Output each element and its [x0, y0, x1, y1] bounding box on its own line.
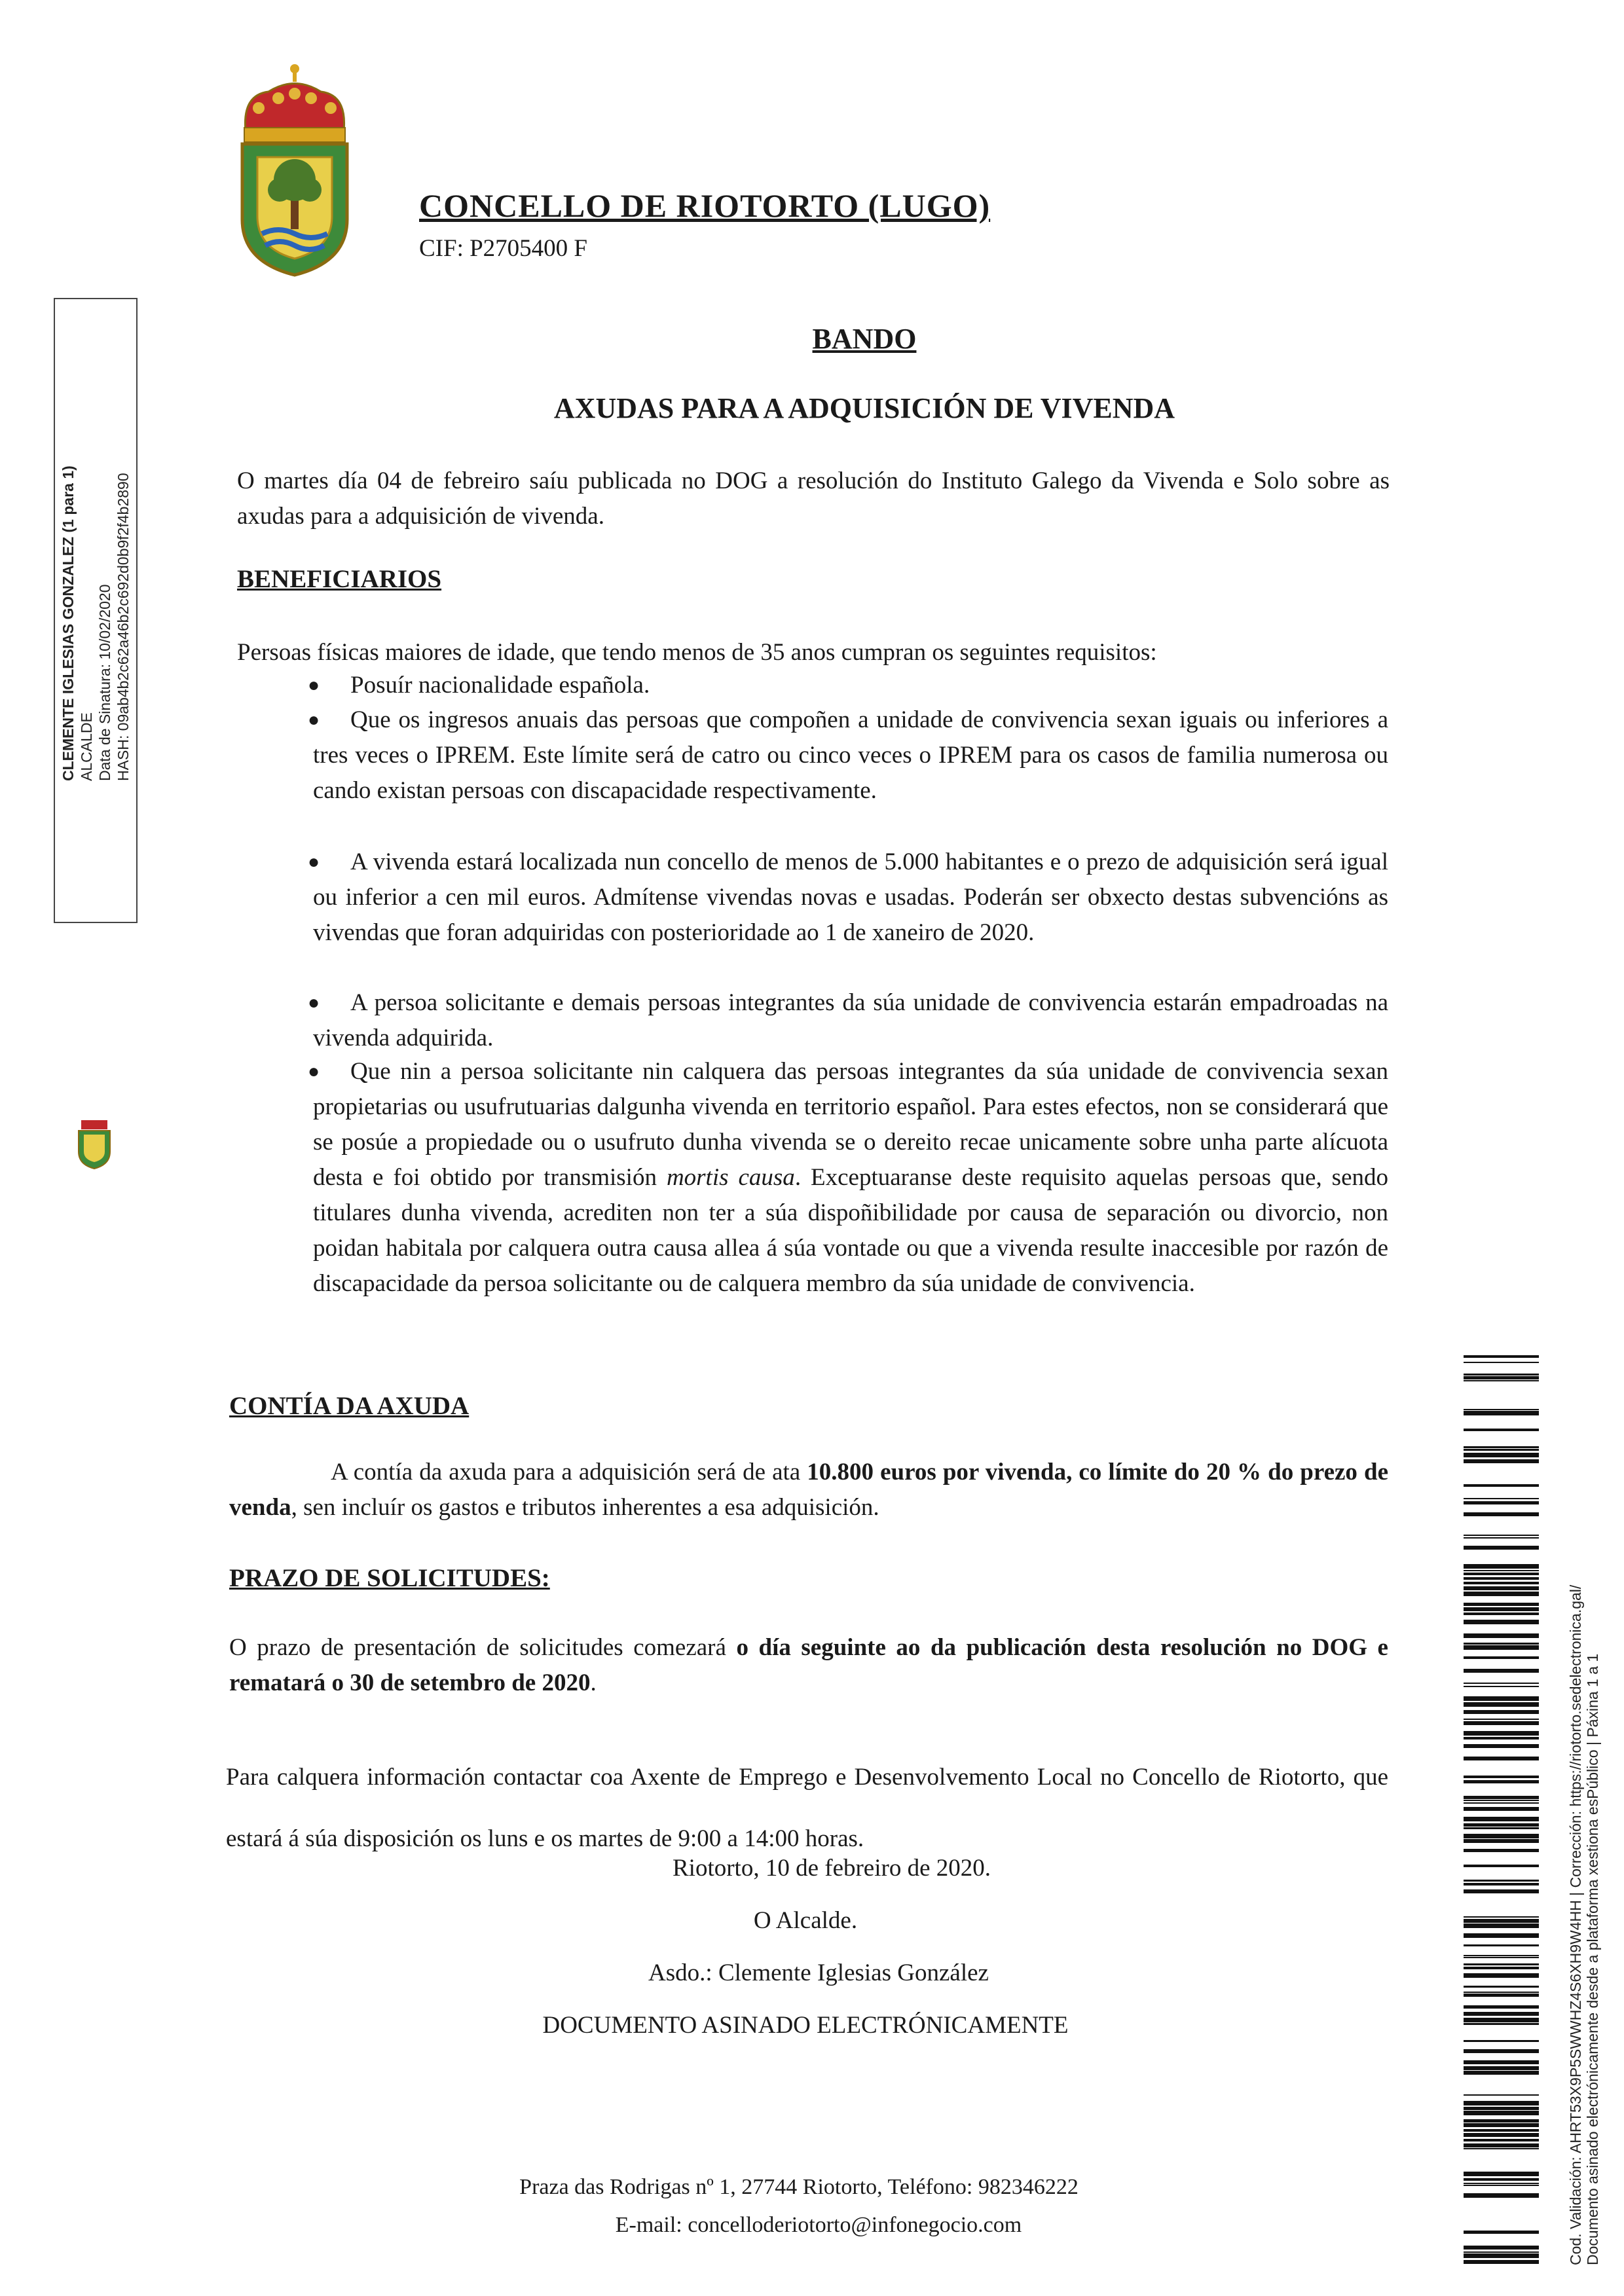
requirement-item: Posuír nacionalidade española.	[350, 672, 650, 699]
prazo-paragraph	[229, 1630, 1388, 1701]
barcode-icon	[1464, 1355, 1539, 2265]
requirement-item: Que os ingresos anuais das persoas que compoñen a unidade de convivencia sexan iguais ou inferiores a tres veces o IPREM. Este límite será de catro ou cinco veces o IPREM para os casos de familia numerosa ou cando existan persoas con discapacidade respectivamente.	[313, 706, 1388, 804]
beneficiarios-intro: Persoas físicas maiores de idade, que tendo menos de 35 anos cumpran os seguintes requisitos:	[237, 639, 1157, 666]
contia-heading: CONTÍA DA AXUDA	[229, 1392, 470, 1420]
bullet-icon: ●	[308, 851, 320, 873]
electronic-signature-note: DOCUMENTO ASINADO ELECTRÓNICAMENTE	[542, 2012, 1069, 2039]
bullet-icon: ●	[308, 992, 320, 1013]
prazo-dates: o día seguinte ao da publicación desta resolución no DOG e rematará o 30 de setembro de 2020	[229, 1634, 1388, 1696]
beneficiarios-heading: BENEFICIARIOS	[237, 565, 442, 593]
requirement-item: A vivenda estará localizada nun concello de menos de 5.000 habitantes e o prezo de adquisición será igual ou inferior a cen mil euros. Admítense vivendas novas e usadas. Poderán ser obxecto destas subvencións as vivendas que foran adquiridas con posterioridade ao 1 de xaneiro de 2020.	[313, 848, 1388, 946]
coat-of-arms-icon	[232, 62, 357, 278]
validation-text	[1567, 1486, 1601, 2265]
bullet-icon: ●	[308, 1061, 320, 1082]
signature-stamp	[54, 298, 138, 923]
bullet-icon: ●	[308, 709, 320, 731]
mayor-label: O Alcalde.	[753, 1907, 858, 1934]
info-paragraph: Para calquera información contactar coa Axente de Emprego e Desenvolvemento Local no Concello de Riotorto, que estará á súa disposición os luns e os martes de 9:00 a 14:00 horas.	[226, 1764, 1388, 1852]
document-subtitle: AXUDAS PARA A ADQUISICIÓN DE VIVENDA	[553, 392, 1175, 424]
signed-by: Asdo.: Clemente Iglesias González	[648, 1959, 989, 1986]
org-cif: CIF: P2705400 F	[419, 235, 588, 262]
requirement-item	[313, 1054, 1388, 1302]
contia-text: , sen incluír os gastos e tributos inherentes a esa adquisición.	[291, 1494, 879, 1521]
stamp-signer: CLEMENTE IGLESIAS GONZALEZ (1 para 1)	[60, 465, 77, 781]
contia-text: A contía da axuda para a adquisición será de ata	[331, 1459, 807, 1485]
validation-code: Cod. Validación: AHRT53X9P5SWWHZ4S6XH9W4HH | Corrección: https://riotorto.sedelectronica.gal/	[1567, 1584, 1584, 2265]
prazo-heading: PRAZO DE SOLICITUDES:	[229, 1564, 550, 1592]
prazo-text: O prazo de presentación de solicitudes comezará	[229, 1634, 737, 1661]
validation-platform: Documento asinado electrónicamente desde a plataforma xestiona esPúblico | Páxina 1 a 1	[1584, 1653, 1601, 2265]
contia-paragraph	[229, 1455, 1388, 1525]
stamp-date: Data de Sinatura: 10/02/2020	[96, 583, 113, 781]
requirement-text: Que nin a persoa solicitante nin calquera das persoas integrantes da súa unidade de convivencia sexan propietarias ou usufrutuarias dalgunha vivenda en territorio español. Para estes efectos, non se considerará que se posúe a propiedade ou o usufruto dunha vivenda se o dereito recae unicamente sobre unha parte alícuota desta e foi obtido por transmisión	[313, 1058, 1388, 1191]
prazo-text: .	[590, 1669, 597, 1696]
intro-paragraph: O martes día 04 de febreiro saíu publicada no DOG a resolución do Instituto Galego da Vivenda e Solo sobre as axudas para a adquisición de vivenda.	[237, 467, 1390, 530]
footer-email-link[interactable]: E-mail: concelloderiotorto@infonegocio.com	[615, 2213, 1022, 2237]
stamp-hash: HASH: 09ab4b2c62a46b2c692d0b9f2f4b2890	[115, 472, 132, 781]
requirement-text: . Exceptuaranse deste requisito aquelas persoas que, sendo titulares dunha vivenda, acrediten non ter a súa dispoñibilidade por causa de separación ou divorcio, non poidan habitala por calquera outra causa allea á súa vontade ou que a vivenda resulte inaccesible por razón de discapacidade da persoa solicitante ou de calquera membro da súa unidade de convivencia.	[313, 1164, 1388, 1297]
requirement-item: A persoa solicitante e demais persoas integrantes da súa unidade de convivencia estarán empadroadas na vivenda adquirida.	[313, 989, 1388, 1051]
requirement-italic: mortis causa	[666, 1164, 795, 1191]
document-title: BANDO	[812, 323, 917, 355]
signature-stamp-text	[59, 283, 132, 781]
place-date: Riotorto, 10 de febreiro de 2020.	[672, 1855, 991, 1882]
contia-amount: 10.800 euros por vivenda, co límite do 20 % do prezo de venda	[229, 1459, 1388, 1521]
bullet-icon: ●	[308, 674, 320, 696]
footer-address: Praza das Rodrigas nº 1, 27744 Riotorto, Teléfono: 982346222	[519, 2175, 1079, 2199]
stamp-coat-of-arms-icon	[75, 1118, 114, 1170]
stamp-role: ALCALDE	[78, 712, 95, 781]
org-title: CONCELLO DE RIOTORTO (LUGO)	[419, 187, 991, 224]
